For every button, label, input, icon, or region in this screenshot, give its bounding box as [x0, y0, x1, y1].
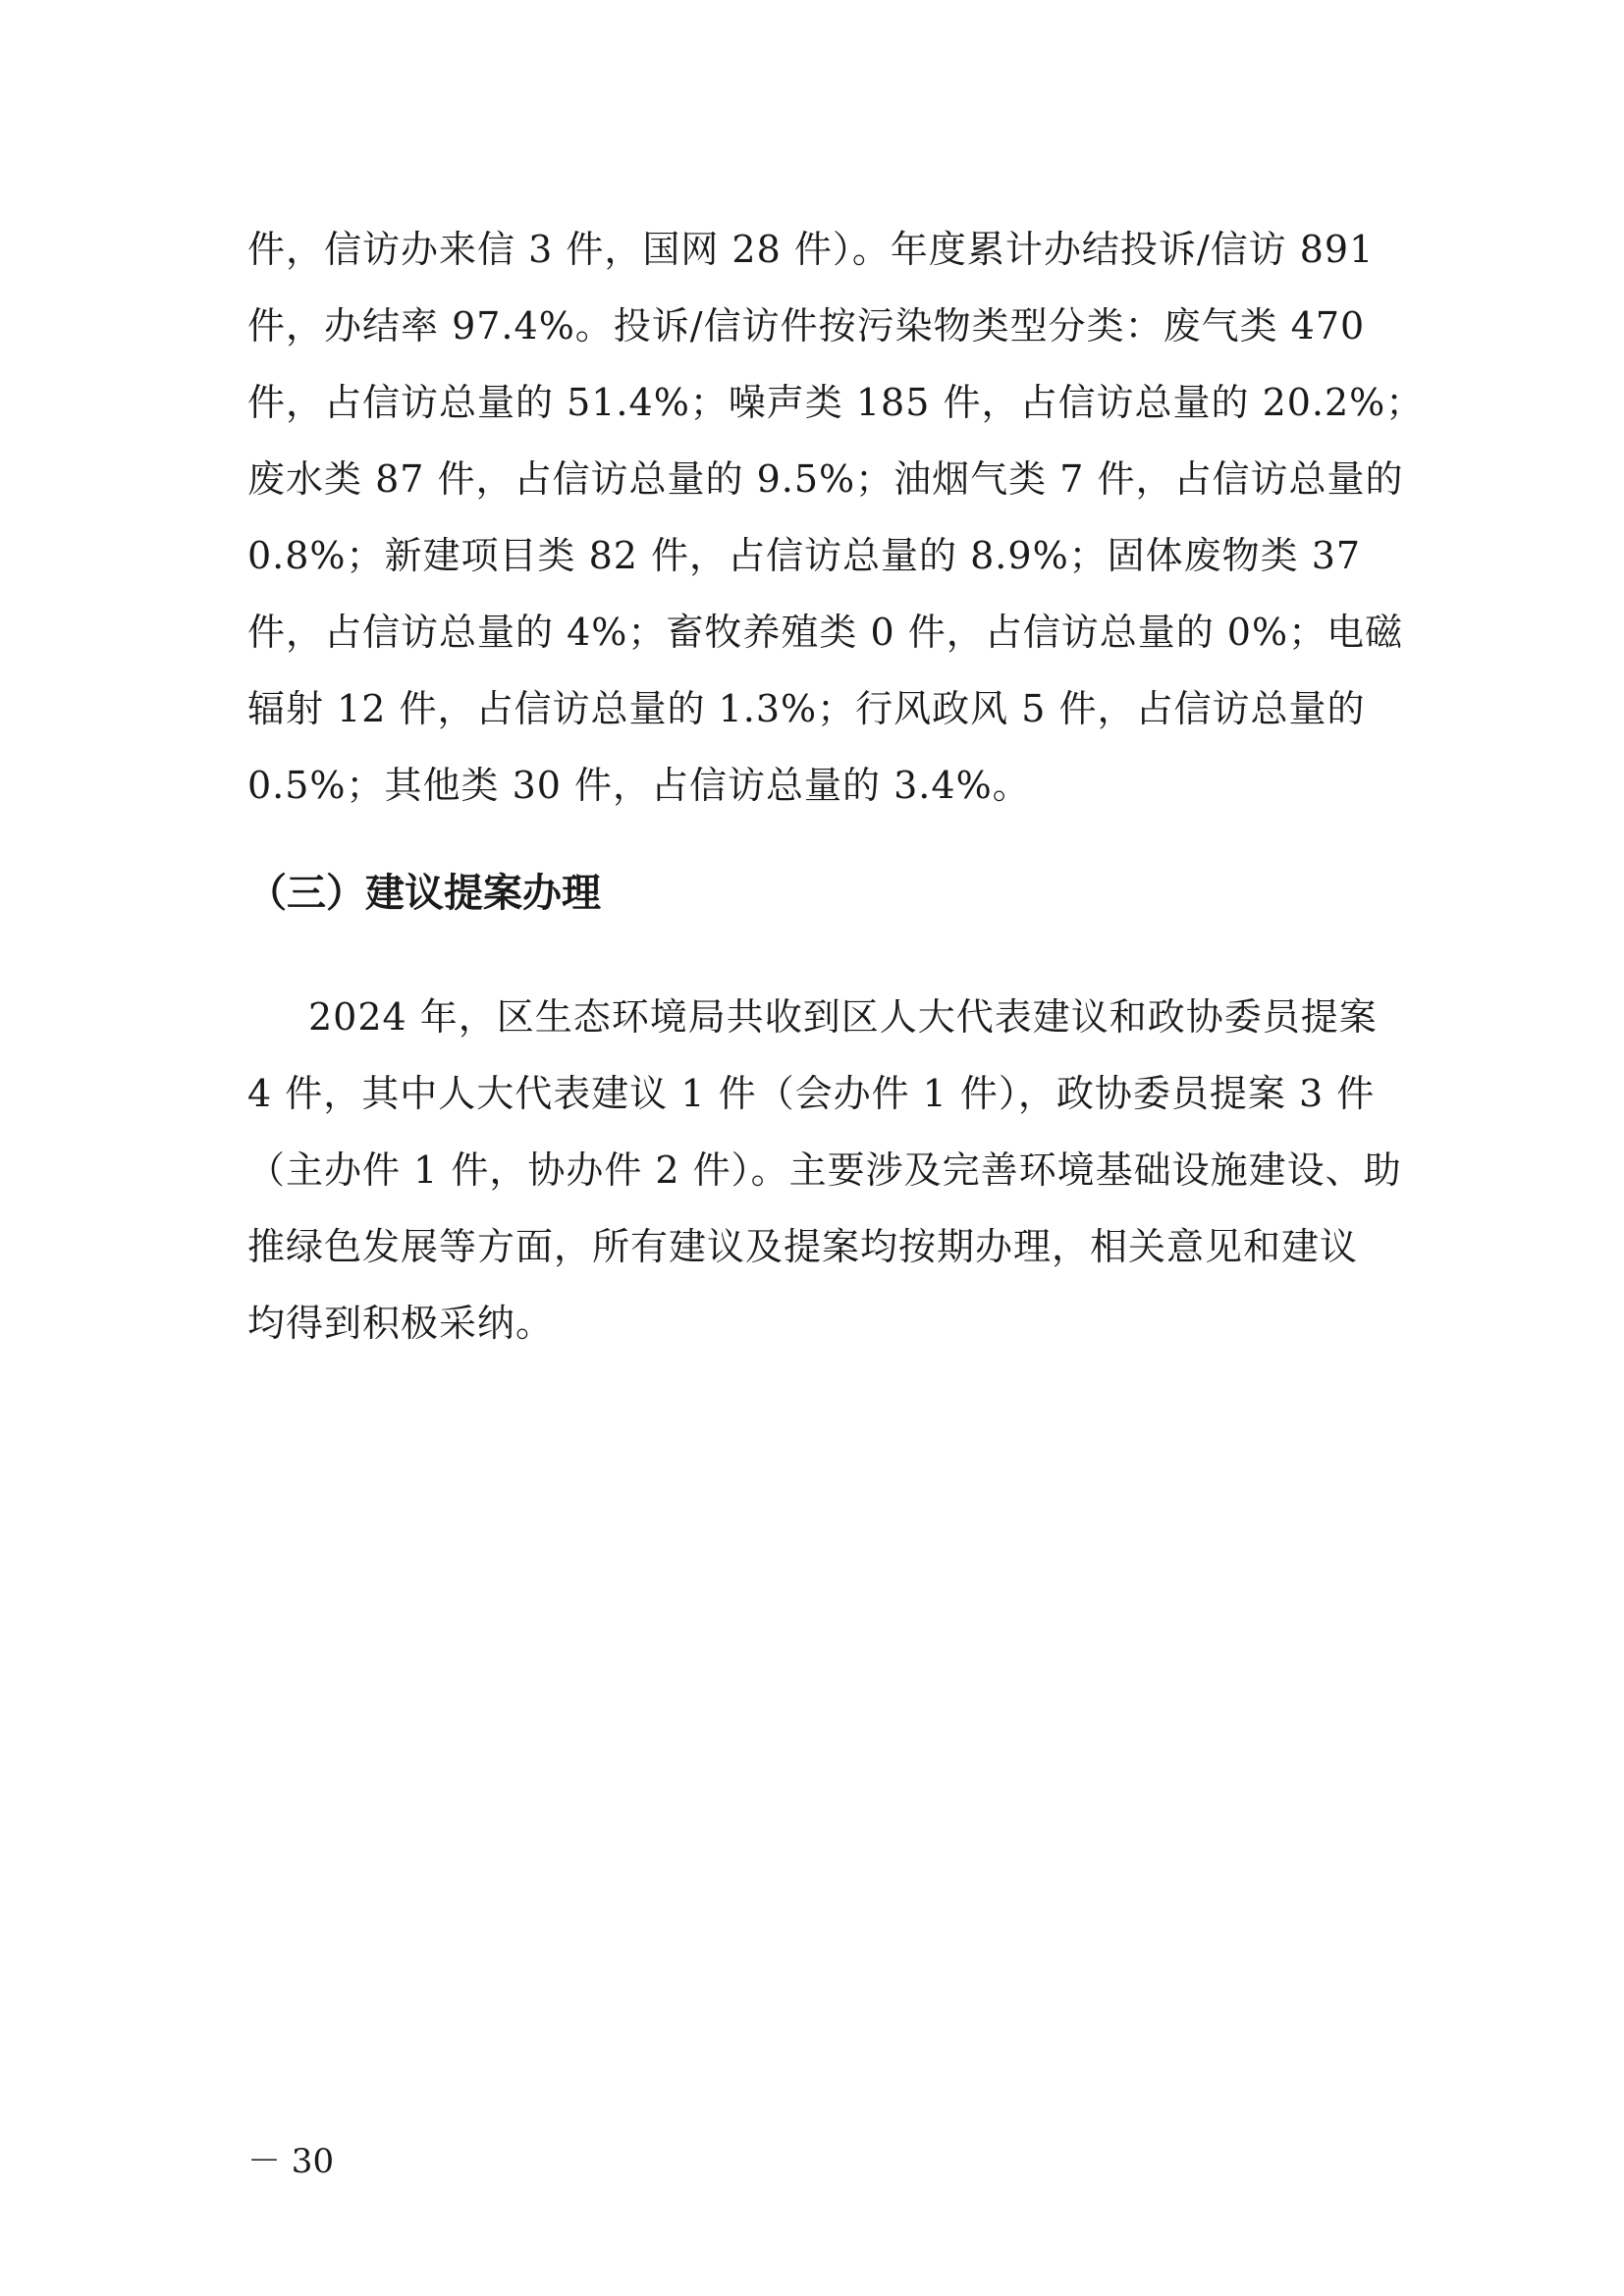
- paragraph-1-line-5: 0.8%；新建项目类 82 件，占信访总量的 8.9%；固体废物类 37: [247, 534, 1362, 577]
- paragraph-2-line-1: 2024 年，区生态环境局共收到区人大代表建议和政协委员提案: [308, 995, 1378, 1039]
- paragraph-2-line-3: （主办件 1 件，协办件 2 件）。主要涉及完善环境基础设施建设、助: [247, 1148, 1402, 1192]
- section-heading: （三）建议提案办理: [247, 871, 601, 916]
- page-number: － 30: [247, 2142, 335, 2181]
- paragraph-1-line-3: 件，占信访总量的 51.4%；噪声类 185 件，占信访总量的 20.2%；: [247, 381, 1425, 424]
- paragraph-1-line-4: 废水类 87 件，占信访总量的 9.5%；油烟气类 7 件，占信访总量的: [247, 457, 1404, 501]
- paragraph-1-line-2: 件，办结率 97.4%。投诉/信访件按污染物类型分类：废气类 470: [247, 304, 1366, 347]
- paragraph-1-line-6: 件，占信访总量的 4%；畜牧养殖类 0 件，占信访总量的 0%；电磁: [247, 611, 1404, 654]
- paragraph-2-line-4: 推绿色发展等方面，所有建议及提案均按期办理，相关意见和建议: [247, 1225, 1359, 1268]
- paragraph-1-line-8: 0.5%；其他类 30 件，占信访总量的 3.4%。: [247, 764, 1031, 807]
- paragraph-1-line-7: 辐射 12 件，占信访总量的 1.3%；行风政风 5 件，占信访总量的: [247, 687, 1366, 730]
- paragraph-2-line-5: 均得到积极采纳。: [247, 1302, 555, 1345]
- paragraph-1-line-1: 件，信访办来信 3 件，国网 28 件）。年度累计办结投诉/信访 891: [247, 228, 1375, 271]
- paragraph-2-line-2: 4 件，其中人大代表建议 1 件（会办件 1 件），政协委员提案 3 件: [247, 1072, 1376, 1115]
